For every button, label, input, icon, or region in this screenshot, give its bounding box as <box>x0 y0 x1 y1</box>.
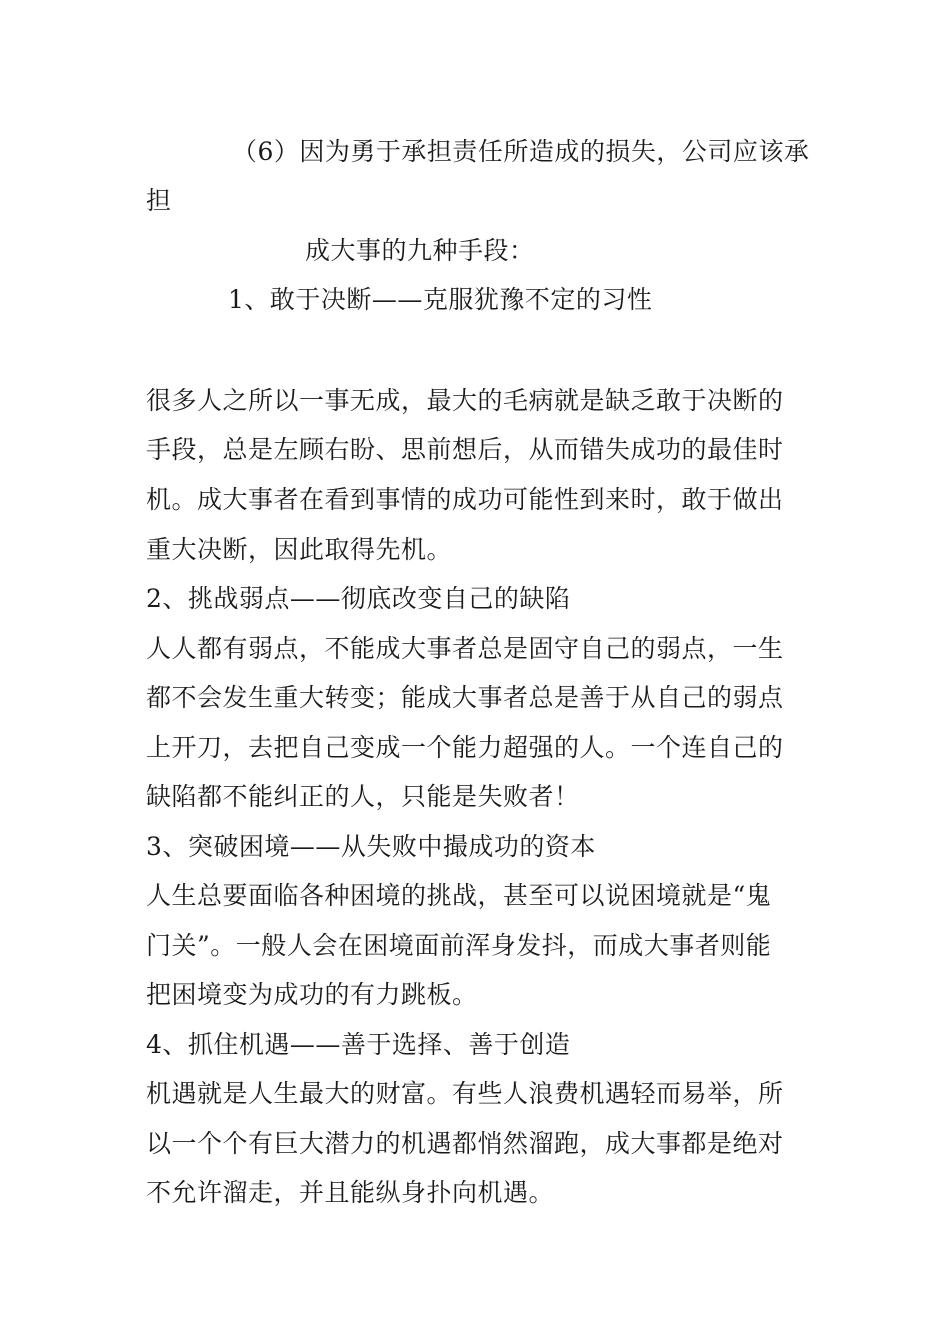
section-heading: 成大事的九种手段： <box>305 236 535 265</box>
item2-body-line: 缺陷都不能纠正的人，只能是失败者！ <box>146 782 580 811</box>
intro-line-2: 担 <box>146 186 172 215</box>
item1-body-line: 机。成大事者在看到事情的成功可能性到来时，敢于做出 <box>146 485 784 514</box>
item1-body-line: 手段，总是左顾右盼、思前想后，从而错失成功的最佳时 <box>146 435 784 464</box>
item4-body-line: 机遇就是人生最大的财富。有些人浪费机遇轻而易举，所 <box>146 1079 784 1108</box>
item2-body-line: 都不会发生重大转变；能成大事者总是善于从自己的弱点 <box>146 683 784 712</box>
item3-body-line: 门关”。一般人会在困境面前浑身发抖，而成大事者则能 <box>146 931 772 960</box>
item2-body-line: 上开刀，去把自己变成一个能力超强的人。一个连自己的 <box>146 733 784 762</box>
item1-body-line: 重大决断，因此取得先机。 <box>146 535 453 564</box>
item4-body-line: 以一个个有巨大潜力的机遇都悄然溜跑，成大事都是绝对 <box>146 1129 784 1158</box>
item4-title: 4、抓住机遇——善于选择、善于创造 <box>146 1030 571 1059</box>
item4-body-line: 不允许溜走，并且能纵身扑向机遇。 <box>146 1178 555 1207</box>
item1-body-line: 很多人之所以一事无成，最大的毛病就是缺乏敢于决断的 <box>146 386 784 415</box>
item1-title: 1、敢于决断——克服犹豫不定的习性 <box>228 285 653 314</box>
item3-body-line: 人生总要面临各种困境的挑战，甚至可以说困境就是“鬼 <box>146 881 772 910</box>
intro-line-1: （6）因为勇于承担责任所造成的损失，公司应该承 <box>232 137 810 166</box>
item2-title: 2、挑战弱点——彻底改变自己的缺陷 <box>146 584 571 613</box>
item3-title: 3、突破困境——从失败中撮成功的资本 <box>146 832 596 861</box>
item2-body-line: 人人都有弱点，不能成大事者总是固守自己的弱点，一生 <box>146 634 784 663</box>
item3-body-line: 把困境变为成功的有力跳板。 <box>146 980 478 1009</box>
